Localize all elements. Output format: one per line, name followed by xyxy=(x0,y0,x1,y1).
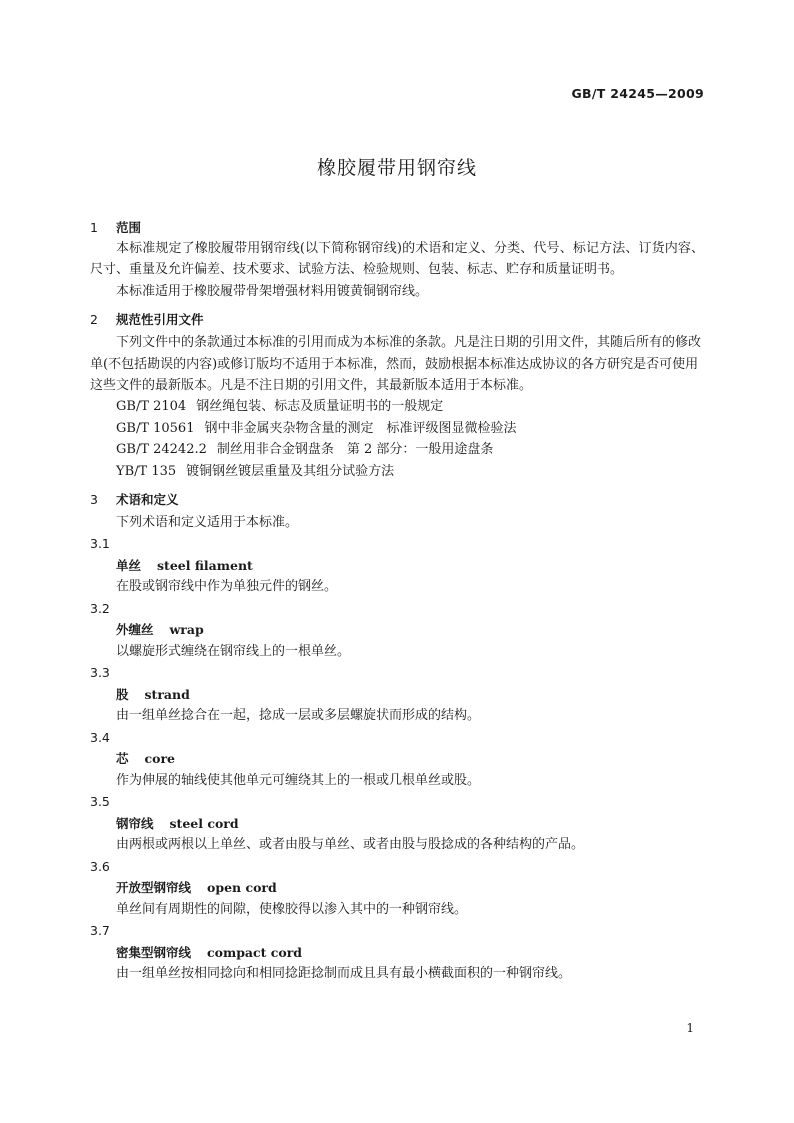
term-name-zh: 芯 xyxy=(116,751,129,767)
term-name-en: steel filament xyxy=(157,557,253,573)
term-name-zh: 密集型钢帘线 xyxy=(116,944,192,960)
term-definition: 以螺旋形式缠绕在钢帘线上的一根单丝。 xyxy=(116,643,351,659)
term-definition: 由一组单丝按相同捻向和相同捻距捻制而成且具有最小横截面积的一种钢帘线。 xyxy=(116,966,572,982)
term-entry xyxy=(90,598,704,663)
reference-code: GB/T 10561 xyxy=(116,420,195,436)
scope-paragraph: 本标准规定了橡胶履带用钢帘线(以下简称钢帘线)的术语和定义、分类、代号、标记方法、订货内容、尺寸、重量及允许偏差、技术要求、试验方法、检验规则、包装、标志、贮存和质量证明书。 xyxy=(90,241,704,278)
term-entry xyxy=(90,533,704,598)
term-name-zh: 股 xyxy=(116,686,129,702)
reference-item xyxy=(90,396,704,417)
term-name-en: compact cord xyxy=(207,944,303,960)
term-name-zh: 单丝 xyxy=(116,557,142,573)
term-name-en: strand xyxy=(144,686,190,702)
reference-title: 钢丝绳包装、标志及质量证明书的一般规定 xyxy=(196,399,444,415)
reference-code: YB/T 135 xyxy=(116,463,177,479)
term-name-en: wrap xyxy=(169,622,204,638)
page-number: 1 xyxy=(686,1021,694,1035)
term-name xyxy=(90,942,704,964)
term-name xyxy=(90,619,704,641)
term-number: 3.1 xyxy=(90,536,110,552)
document-title: 橡胶履带用钢帘线 xyxy=(316,157,477,179)
section-heading-terms xyxy=(90,489,704,510)
section-title: 范围 xyxy=(116,220,142,235)
term-name-en: steel cord xyxy=(169,815,239,831)
term-definition: 在股或钢帘线中作为单独元件的钢丝。 xyxy=(116,579,338,595)
term-definition: 作为伸展的轴线使其他单元可缠绕其上的一根或几根单丝或股。 xyxy=(116,772,481,788)
term-name xyxy=(90,813,704,835)
term-name-zh: 开放型钢帘线 xyxy=(116,880,192,896)
term-entry xyxy=(90,727,704,792)
term-number: 3.3 xyxy=(90,665,110,681)
reference-code: GB/T 24242.2 xyxy=(116,442,207,458)
term-number: 3.6 xyxy=(90,858,110,874)
term-definition: 由两根或两根以上单丝、或者由股与单丝、或者由股与股捻成的各种结构的产品。 xyxy=(116,837,585,853)
section-number: 2 xyxy=(90,312,98,328)
section-number: 3 xyxy=(90,492,98,508)
section-heading-scope xyxy=(90,217,704,238)
reference-item xyxy=(90,439,704,460)
reference-item xyxy=(90,418,704,439)
term-name-zh: 钢帘线 xyxy=(116,815,154,831)
term-entry xyxy=(90,856,704,921)
term-name xyxy=(90,877,704,899)
reference-title: 钢中非金属夹杂物含量的测定 标准评级图显微检验法 xyxy=(204,420,517,436)
term-name-zh: 外缠丝 xyxy=(116,622,154,638)
reference-code: GB/T 2104 xyxy=(116,399,187,415)
terms-intro: 下列术语和定义适用于本标准。 xyxy=(116,515,299,531)
term-name xyxy=(90,684,704,706)
reference-title: 制丝用非合金钢盘条 第 2 部分：一般用途盘条 xyxy=(216,442,494,458)
term-number: 3.7 xyxy=(90,923,110,939)
document-body xyxy=(90,214,704,985)
term-entry xyxy=(90,791,704,856)
section-title: 术语和定义 xyxy=(116,492,179,508)
term-name-en: core xyxy=(144,751,176,767)
term-name xyxy=(90,555,704,577)
term-definition: 单丝间有周期性的间隙，使橡胶得以渗入其中的一种钢帘线。 xyxy=(116,901,468,917)
scope-applicability-paragraph: 本标准适用于橡胶履带骨架增强材料用镀黄铜钢帘线。 xyxy=(116,283,429,299)
section-heading-references xyxy=(90,309,704,330)
section-number: 1 xyxy=(90,220,98,235)
term-entry xyxy=(90,920,704,985)
standard-code: GB/T 24245—2009 xyxy=(571,86,704,101)
term-definition: 由一组单丝捻合在一起，捻成一层或多层螺旋状而形成的结构。 xyxy=(116,708,481,724)
term-entry xyxy=(90,662,704,727)
section-title: 规范性引用文件 xyxy=(116,312,204,328)
term-name-en: open cord xyxy=(207,880,277,896)
term-number: 3.2 xyxy=(90,600,110,616)
references-intro: 下列文件中的条款通过本标准的引用而成为本标准的条款。凡是注日期的引用文件，其随后所有的修改单(不包括勘误的内容)或修订版均不适用于本标准，然而，鼓励根据本标准达成协议的各方研究是否可使用这些文件的最新版本。凡是不注日期的引用文件，其最新版本适用于本标准。 xyxy=(90,335,702,394)
term-name xyxy=(90,748,704,770)
term-number: 3.5 xyxy=(90,794,110,810)
reference-title: 镀铜钢丝镀层重量及其组分试验方法 xyxy=(186,463,395,479)
term-number: 3.4 xyxy=(90,729,110,745)
reference-item xyxy=(90,461,704,482)
